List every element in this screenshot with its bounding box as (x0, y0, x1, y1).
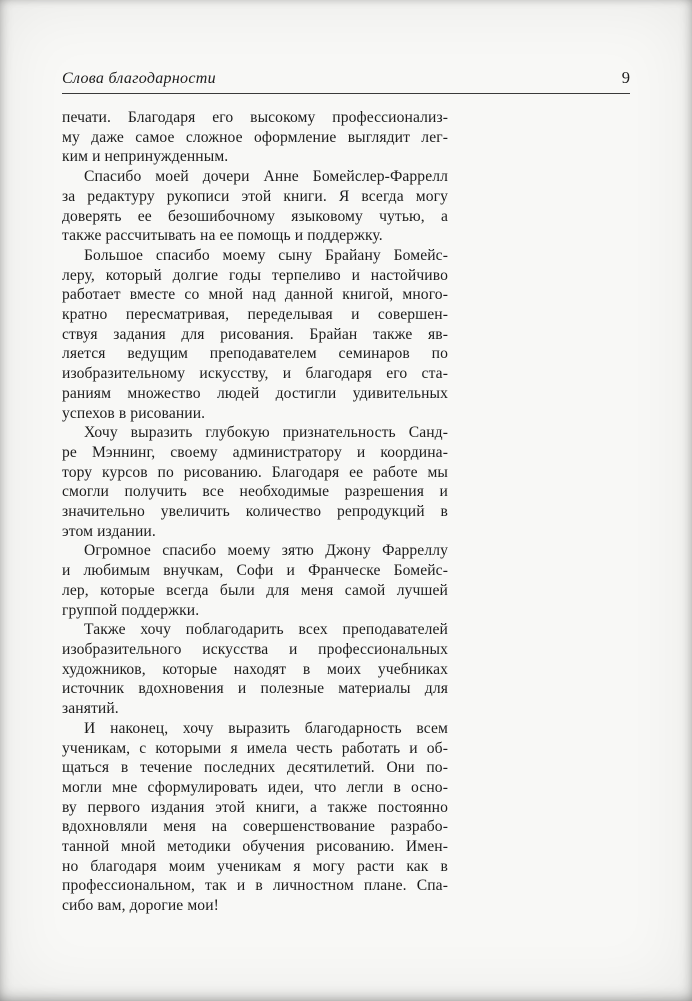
page-header (62, 68, 630, 88)
text-line: ляется ведущим преподавателем семинаров по (62, 345, 448, 363)
text-line: также рассчитывать на ее помощь и поддержку. (62, 227, 383, 245)
text-line: могли мне сформулировать идеи, что легли в осно- (62, 778, 448, 796)
running-head-title: Слова благодарности (62, 70, 216, 87)
paragraph (62, 541, 448, 620)
text-block (62, 108, 448, 916)
text-line: занятий. (62, 700, 119, 718)
text-line: источник вдохновения и полезные материалы для (62, 680, 448, 698)
text-line: и любимым внучкам, Софи и Франческе Бомейс- (62, 562, 448, 580)
text-line: лер, которые всегда были для меня самой лучшей (62, 581, 448, 599)
text-line: ким и непринужденным. (62, 148, 229, 166)
text-line: доверять ее безошибочному языковому чутью, а (62, 207, 448, 225)
text-line: изобразительного искусства и профессиональных (62, 640, 448, 658)
text-line: работает вместе со мной над данной книгой, много- (62, 286, 448, 304)
text-line: танной мной методики обучения рисованию. Имен- (62, 838, 448, 856)
text-line: печати. Благодаря его высокому профессионализ- (62, 109, 448, 126)
text-line: за редактуру рукописи этой книги. Я всегда могу (62, 187, 448, 205)
paragraph (62, 246, 448, 423)
text-line: вдохновляли меня на совершенствование разрабо- (62, 818, 448, 836)
paragraph (62, 423, 448, 541)
text-line: леру, который долгие годы терпеливо и настойчиво (62, 266, 448, 284)
text-line: ре Мэннинг, своему администратору и координа- (62, 443, 448, 461)
text-line: Большое спасибо моему сыну Брайану Бомейс- (84, 246, 448, 264)
text-line: художников, которые находят в моих учебниках (62, 660, 448, 678)
header-rule (62, 93, 630, 94)
text-line: ву первого издания этой книги, а также постоянно (62, 798, 448, 816)
paragraph (62, 719, 448, 916)
text-line: но благодаря моим ученикам я могу расти как в (62, 857, 448, 875)
paragraph (62, 108, 448, 167)
text-line: кратно пересматривая, переделывая и совершен- (62, 306, 448, 324)
text-line: сибо вам, дорогие мои! (62, 897, 219, 915)
text-line: И наконец, хочу выразить благодарность всем (84, 719, 448, 737)
text-line: значительно увеличить количество репродукций в (62, 503, 448, 521)
text-line: группой поддержки. (62, 601, 200, 619)
paragraph (62, 167, 448, 246)
page-number: 9 (621, 68, 630, 87)
text-line: Огромное спасибо моему зятю Джону Фарреллу (84, 542, 448, 560)
text-line: Также хочу поблагодарить всех преподавателей (84, 621, 448, 639)
text-line: ствуя задания для рисования. Брайан также яв- (62, 325, 448, 343)
text-line: Спасибо моей дочери Анне Бомейслер-Фаррелл (84, 168, 448, 186)
text-line: успехов в рисовании. (62, 404, 206, 422)
text-line: раниям множество людей достигли удивительных (62, 384, 448, 402)
text-line: Хочу выразить глубокую признательность Санд- (84, 424, 448, 442)
text-line: щаться в течение последних десятилетий. Они по- (62, 759, 448, 777)
text-line: ученикам, с которыми я имела честь работать и об- (62, 739, 448, 757)
text-line: профессиональном, так и в личностном плане. Спа- (62, 877, 448, 895)
text-line: изобразительному искусству, и благодаря его ста- (62, 365, 448, 383)
text-line: смогли получить все необходимые разрешения и (62, 483, 448, 501)
paragraph (62, 620, 448, 719)
text-line: этом издании. (62, 522, 156, 540)
text-line: му даже самое сложное оформление выглядит лег- (62, 128, 448, 146)
text-line: тору курсов по рисованию. Благодаря ее работе мы (62, 463, 448, 481)
